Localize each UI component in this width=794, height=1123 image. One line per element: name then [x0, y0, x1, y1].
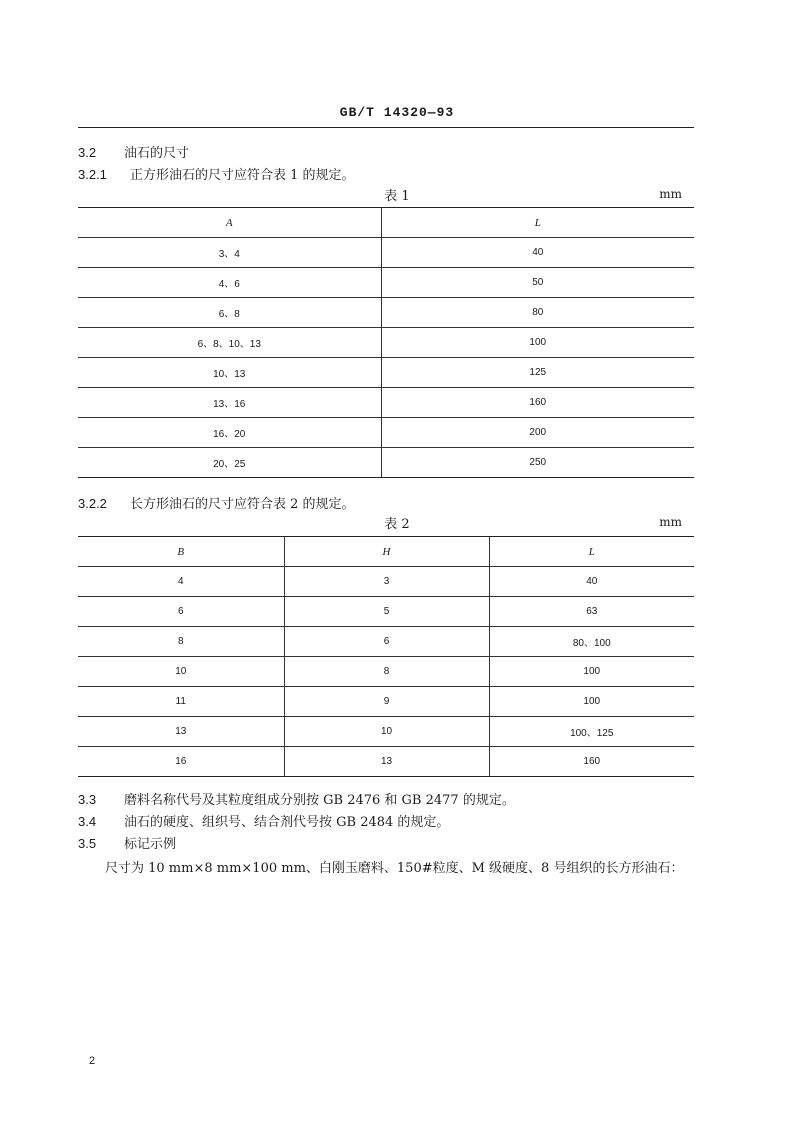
- table-cell: 10: [78, 657, 284, 687]
- table-cell: 6、8: [78, 298, 381, 328]
- section-3-3: [78, 789, 515, 808]
- table-cell: 4、6: [78, 268, 381, 298]
- table-cell: 20、25: [78, 448, 381, 478]
- section-3-2-2: [78, 493, 355, 512]
- table-header-row: [78, 537, 694, 567]
- table-row: [78, 627, 694, 657]
- table-cell: 6: [284, 627, 489, 657]
- table-cell: 100: [381, 328, 694, 358]
- table-row: [78, 747, 694, 777]
- table-cell: 80、100: [489, 627, 694, 657]
- page-number: 2: [89, 1055, 96, 1067]
- column-header: L: [381, 208, 694, 238]
- table-cell: 100: [489, 657, 694, 687]
- table-row: [78, 358, 694, 388]
- table-row: [78, 268, 694, 298]
- table-header-row: [78, 208, 694, 238]
- section-number: 3.2.1: [78, 167, 107, 182]
- table-cell: 16、20: [78, 418, 381, 448]
- table2: [78, 536, 694, 777]
- table-cell: 100、125: [489, 717, 694, 747]
- table-row: [78, 687, 694, 717]
- section-title: 油石的尺寸: [124, 146, 190, 161]
- table-cell: 13、16: [78, 388, 381, 418]
- table-cell: 3、4: [78, 238, 381, 268]
- section-title: 标记示例: [124, 837, 177, 852]
- table-row: [78, 238, 694, 268]
- section-3-2: [78, 142, 189, 161]
- table-cell: 63: [489, 597, 694, 627]
- table-cell: 6: [78, 597, 284, 627]
- table-cell: 250: [381, 448, 694, 478]
- table1: [78, 207, 694, 478]
- table-cell: 9: [284, 687, 489, 717]
- section-number: 3.3: [78, 792, 97, 807]
- section-number: 3.4: [78, 814, 97, 829]
- table-row: [78, 597, 694, 627]
- table-row: [78, 717, 694, 747]
- table-cell: 40: [381, 238, 694, 268]
- table-cell: 13: [78, 717, 284, 747]
- section-text: 正方形油石的尺寸应符合表 1 的规定。: [130, 168, 355, 183]
- table-row: [78, 567, 694, 597]
- table-cell: 80: [381, 298, 694, 328]
- table-cell: 16: [78, 747, 284, 777]
- table-row: [78, 328, 694, 358]
- table-cell: 8: [78, 627, 284, 657]
- table-cell: 11: [78, 687, 284, 717]
- table-cell: 160: [489, 747, 694, 777]
- table-cell: 125: [381, 358, 694, 388]
- section-number: 3.2.2: [78, 496, 107, 511]
- table1-unit: mm: [659, 187, 682, 201]
- table2-caption: 表 2: [384, 517, 410, 532]
- section-text: 油石的硬度、组织号、结合剂代号按 GB 2484 的规定。: [124, 815, 450, 830]
- table-cell: 50: [381, 268, 694, 298]
- column-header: L: [489, 537, 694, 567]
- section-text: 磨料名称代号及其粒度组成分别按 GB 2476 和 GB 2477 的规定。: [124, 793, 515, 808]
- column-header: H: [284, 537, 489, 567]
- table-cell: 13: [284, 747, 489, 777]
- column-header: A: [78, 208, 381, 238]
- table-cell: 40: [489, 567, 694, 597]
- table-cell: 100: [489, 687, 694, 717]
- table2-unit: mm: [659, 515, 682, 529]
- section-3-2-1: [78, 164, 355, 183]
- header-rule: [78, 127, 694, 128]
- table-cell: 4: [78, 567, 284, 597]
- table-cell: 5: [284, 597, 489, 627]
- table-cell: 10、13: [78, 358, 381, 388]
- table-cell: 6、8、10、13: [78, 328, 381, 358]
- table-row: [78, 298, 694, 328]
- table-row: [78, 418, 694, 448]
- section-number: 3.5: [78, 836, 97, 851]
- table-cell: 8: [284, 657, 489, 687]
- standard-code: GB/T 14320—93: [339, 105, 455, 120]
- table-row: [78, 388, 694, 418]
- table1-caption: 表 1: [384, 189, 410, 204]
- column-header: B: [78, 537, 284, 567]
- table-cell: 3: [284, 567, 489, 597]
- example-text: 尺寸为 10 mm×8 mm×100 mm、白刚玉磨料、150#粒度、M 级硬度、8 号组织的长方形油石：: [105, 861, 684, 876]
- section-3-4: [78, 811, 449, 830]
- section-number: 3.2: [78, 145, 97, 160]
- section-3-5: [78, 833, 176, 852]
- table-row: [78, 657, 694, 687]
- table-row: [78, 448, 694, 478]
- table-cell: 200: [381, 418, 694, 448]
- table-cell: 10: [284, 717, 489, 747]
- section-text: 长方形油石的尺寸应符合表 2 的规定。: [130, 497, 355, 512]
- table-cell: 160: [381, 388, 694, 418]
